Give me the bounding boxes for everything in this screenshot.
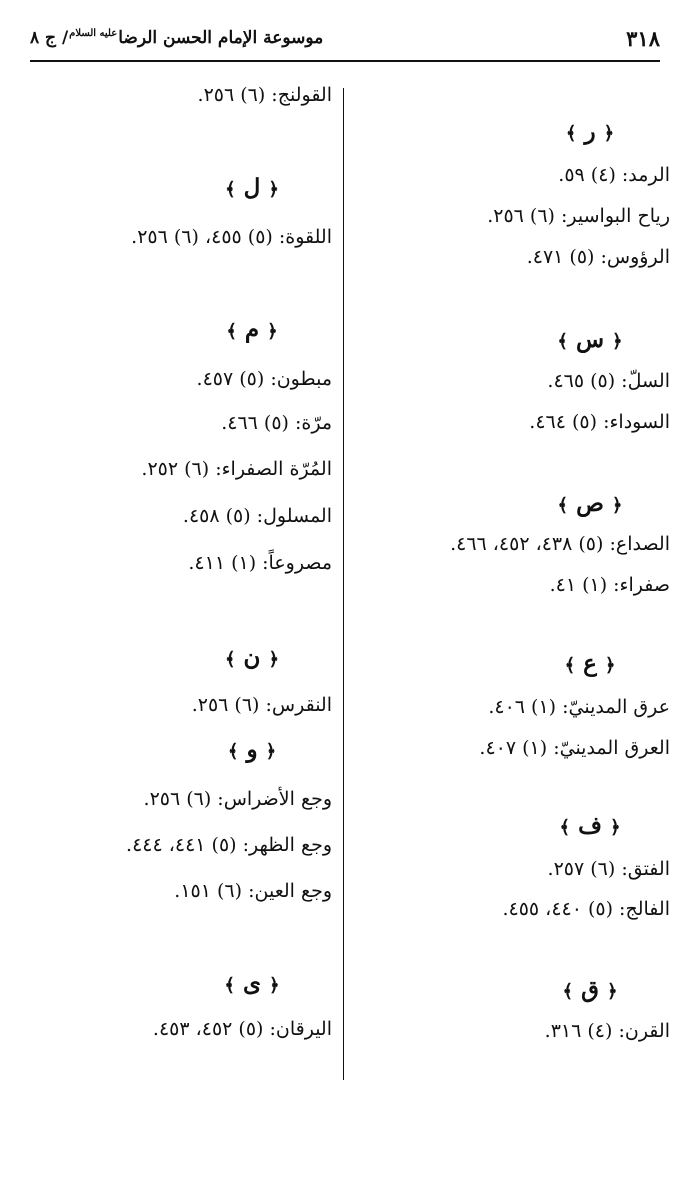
section-letter: ف <box>578 812 602 839</box>
section-letter: ر <box>584 118 596 145</box>
book-title-text: موسوعة الإمام الحسن الرضا <box>118 28 324 48</box>
index-entry: مرّة: (٥) ٤٦٦. <box>221 412 332 434</box>
index-entry: وجع الأضراس: (٦) ٢٥٦. <box>143 788 332 810</box>
section-letter: ع <box>583 650 597 677</box>
ornament-open: ﴿ <box>609 817 621 838</box>
ornament-open: ﴿ <box>265 741 277 762</box>
section-heading-waw <box>172 736 332 763</box>
ornament-open: ﴿ <box>268 649 279 670</box>
index-entry: القرن: (٤) ٣١٦. <box>544 1020 670 1042</box>
ornament-open: ﴿ <box>604 655 616 676</box>
index-entry: الرؤوس: (٥) ٤٧١. <box>526 246 670 268</box>
index-entry: عرق المدينيّ: (١) ٤٠٦. <box>488 696 670 718</box>
section-letter: و <box>246 736 258 763</box>
index-entry: القولنج: (٦) ٢٥٦. <box>197 84 332 106</box>
ornament-close: ﴾ <box>564 655 576 676</box>
index-entry: وجع الظهر: (٥) ٤٤١، ٤٤٤. <box>126 834 332 856</box>
section-heading-nun <box>172 644 332 671</box>
ornament-close: ﴾ <box>559 817 571 838</box>
ornament-open: ﴿ <box>611 495 623 516</box>
index-entry: الفالج: (٥) ٤٤٠، ٤٥٥. <box>502 898 670 920</box>
section-letter: ص <box>576 490 604 517</box>
index-entry: مصروعاً: (١) ٤١١. <box>188 552 332 574</box>
volume-label: / ج ٨ <box>30 28 69 48</box>
index-entry: العرق المدينيّ: (١) ٤٠٧. <box>479 737 670 759</box>
ornament-close: ﴾ <box>225 179 236 200</box>
index-entry: المسلول: (٥) ٤٥٨. <box>182 505 332 527</box>
index-entry: الفتق: (٦) ٢٥٧. <box>547 858 670 880</box>
ornament-open: ﴿ <box>606 981 618 1002</box>
section-heading-ya <box>172 970 332 997</box>
ornament-close: ﴾ <box>562 981 574 1002</box>
index-entry: النقرس: (٦) ٢٥٦. <box>191 694 332 716</box>
index-entry: وجع العين: (٦) ١٥١. <box>174 880 332 902</box>
ornament-close: ﴾ <box>227 741 239 762</box>
section-heading-fa <box>510 812 670 839</box>
section-letter: م <box>244 316 260 343</box>
section-heading-mim <box>172 316 332 343</box>
index-entry: رياح البواسير: (٦) ٢٥٦. <box>487 205 670 227</box>
section-letter: س <box>575 326 605 353</box>
honorific-glyph: عليه السلام <box>69 28 118 40</box>
ornament-close: ﴾ <box>224 649 236 670</box>
index-entry: السوداء: (٥) ٤٦٤. <box>529 411 670 433</box>
ornament-close: ﴾ <box>224 975 235 996</box>
index-entry: اللقوة: (٥) ٤٥٥، (٦) ٢٥٦. <box>131 226 332 248</box>
ornament-open: ﴿ <box>612 331 623 352</box>
section-letter: ن <box>243 644 261 671</box>
ornament-close: ﴾ <box>557 331 568 352</box>
section-letter: ى <box>242 970 261 997</box>
section-heading-sin <box>510 326 670 353</box>
index-entry: اليرقان: (٥) ٤٥٢، ٤٥٣. <box>152 1018 332 1040</box>
ornament-open: ﴿ <box>269 975 280 996</box>
book-title <box>30 28 323 48</box>
section-heading-qaf <box>510 976 670 1003</box>
index-entry: السلّ: (٥) ٤٦٥. <box>547 370 670 392</box>
page-header <box>30 22 660 62</box>
index-entry: مبطون: (٥) ٤٥٧. <box>196 368 332 390</box>
section-letter: ق <box>581 976 599 1003</box>
page-number: ٣١٨ <box>626 26 660 51</box>
section-heading-ra <box>510 118 670 145</box>
ornament-open: ﴿ <box>267 321 278 342</box>
ornament-open: ﴿ <box>603 123 615 144</box>
index-entry: الصداع: (٥) ٤٣٨، ٤٥٢، ٤٦٦. <box>450 533 670 555</box>
ornament-open: ﴿ <box>268 179 279 200</box>
index-entry: صفراء: (١) ٤١. <box>549 574 670 596</box>
ornament-close: ﴾ <box>565 123 577 144</box>
ornament-close: ﴾ <box>557 495 569 516</box>
ornament-close: ﴾ <box>226 321 237 342</box>
section-heading-lam <box>172 174 332 201</box>
index-entry: الرمد: (٤) ٥٩. <box>558 164 670 186</box>
index-entry: المُرّة الصفراء: (٦) ٢٥٢. <box>141 458 332 480</box>
section-heading-ain <box>510 650 670 677</box>
section-heading-sad <box>510 490 670 517</box>
section-letter: ل <box>243 174 261 201</box>
